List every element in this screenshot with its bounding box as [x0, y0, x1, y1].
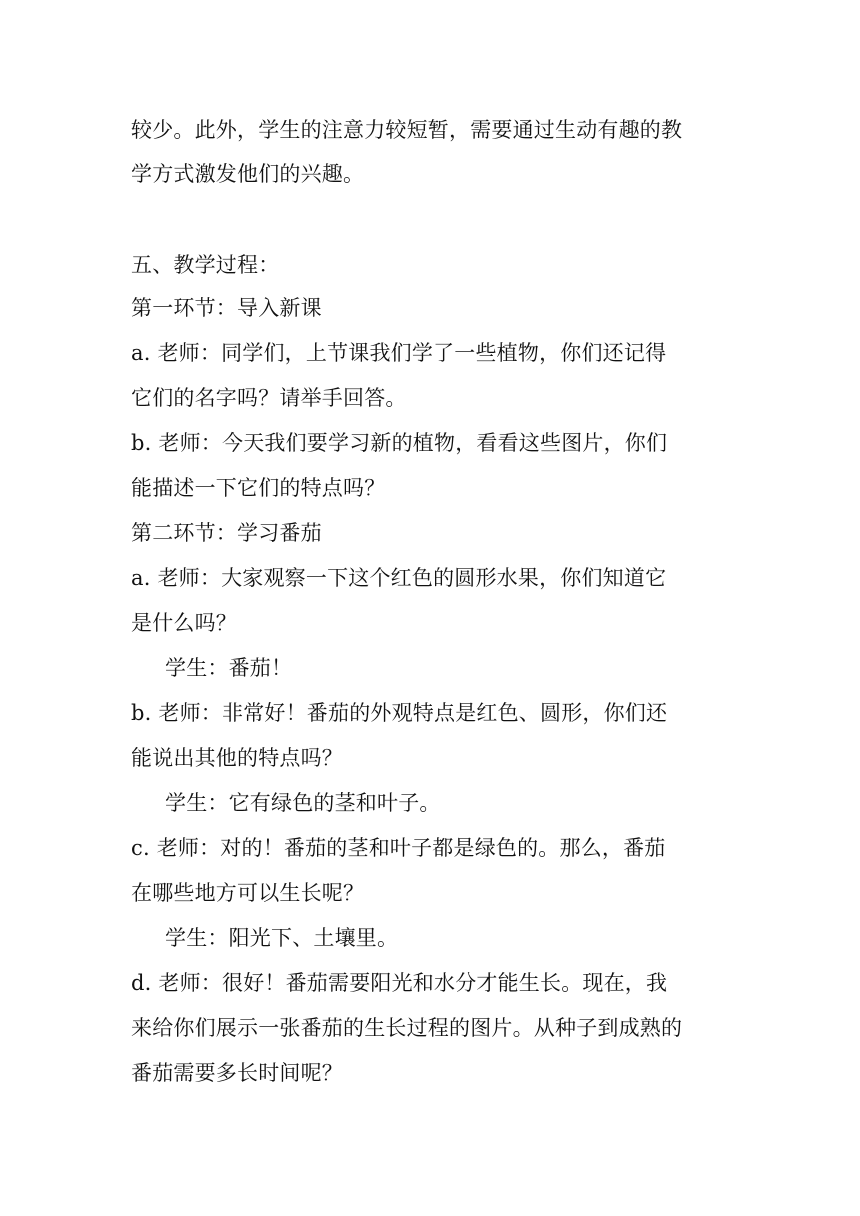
subsection-heading: 第一环节：导入新课 — [131, 296, 322, 320]
paragraph-line: 来给你们展示一张番茄的生长过程的图片。从种子到成熟的 — [131, 1016, 683, 1040]
student-answer: 学生：阳光下、土壤里。 — [165, 926, 399, 950]
paragraph-line: b. 老师：今天我们要学习新的植物，看看这些图片，你们 — [131, 431, 668, 455]
paragraph-line: 番茄需要多长时间呢？ — [131, 1061, 343, 1085]
paragraph-line: a. 老师：同学们，上节课我们学了一些植物，你们还记得 — [131, 341, 667, 365]
student-answer: 学生：它有绿色的茎和叶子。 — [165, 791, 441, 815]
paragraph-line: b. 老师：非常好！番茄的外观特点是红色、圆形，你们还 — [131, 701, 668, 725]
paragraph-line: 能说出其他的特点吗？ — [131, 746, 343, 770]
paragraph-line: 学方式激发他们的兴趣。 — [131, 162, 365, 186]
student-answer: 学生：番茄！ — [165, 656, 293, 680]
paragraph-line: 它们的名字吗？请举手回答。 — [131, 386, 407, 410]
paragraph-line: 在哪些地方可以生长呢？ — [131, 881, 365, 905]
paragraph-line: 是什么吗？ — [131, 611, 237, 635]
paragraph-line: a. 老师：大家观察一下这个红色的圆形水果，你们知道它 — [131, 566, 667, 590]
paragraph-line: 能描述一下它们的特点吗？ — [131, 476, 386, 500]
section-heading: 五、教学过程： — [131, 253, 280, 277]
subsection-heading: 第二环节：学习番茄 — [131, 521, 322, 545]
paragraph-line: d. 老师：很好！番茄需要阳光和水分才能生长。现在，我 — [131, 971, 668, 995]
paragraph-line: 较少。此外，学生的注意力较短暂，需要通过生动有趣的教 — [131, 118, 683, 142]
paragraph-line: c. 老师：对的！番茄的茎和叶子都是绿色的。那么，番茄 — [131, 836, 666, 860]
